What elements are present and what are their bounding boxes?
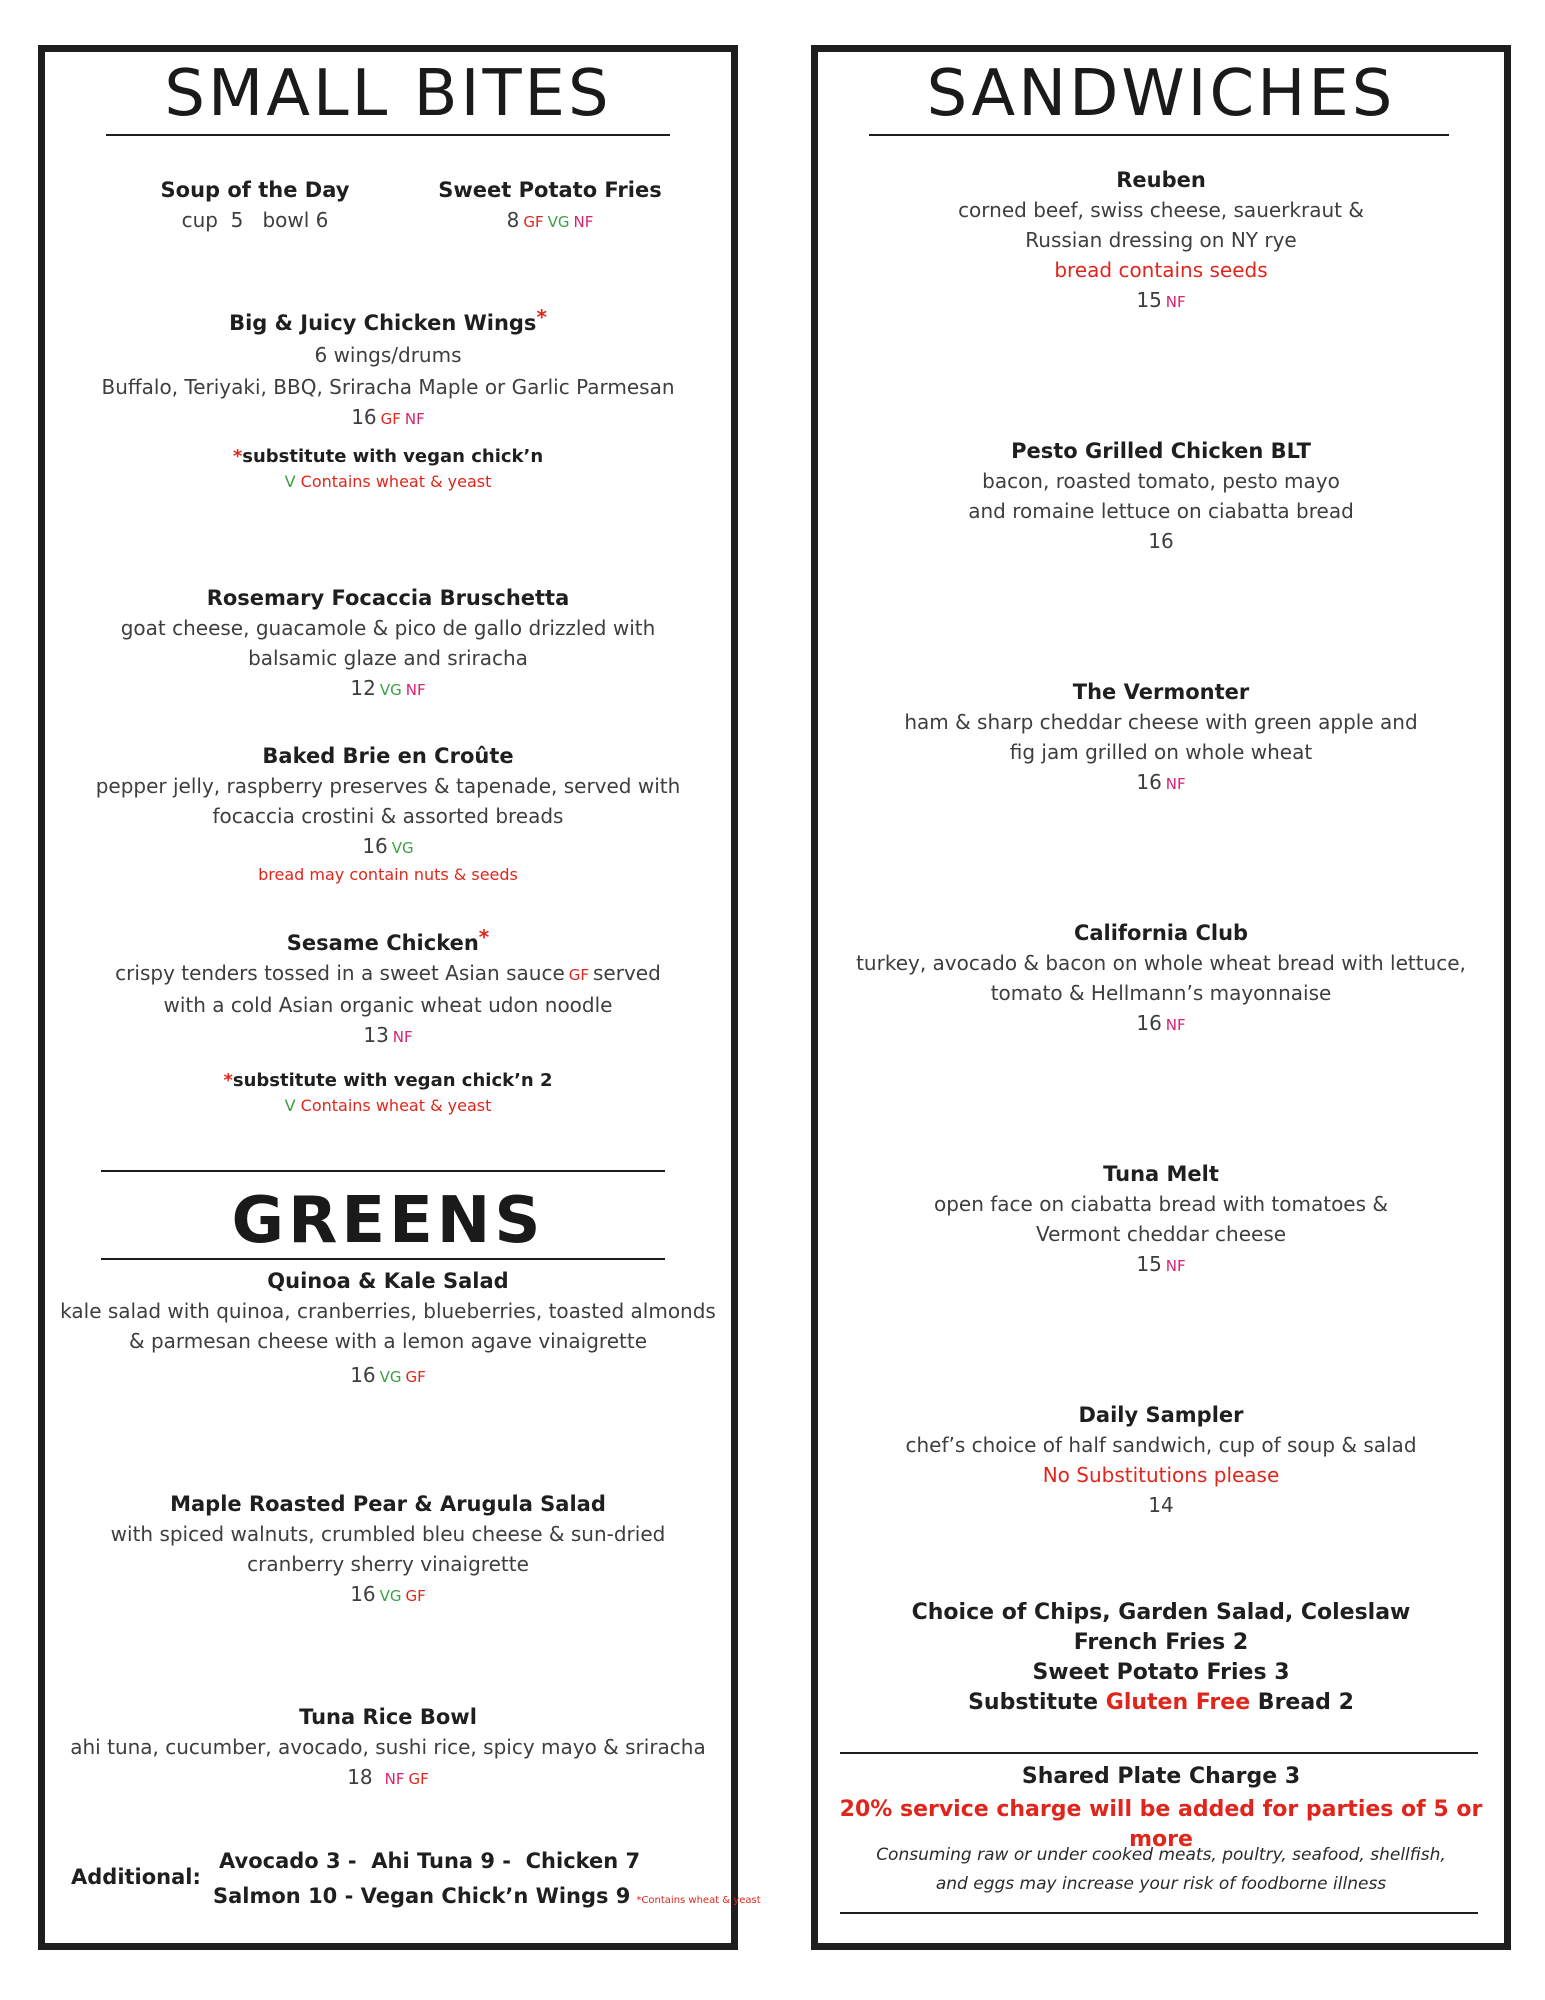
tuna-melt-price: 15	[1136, 1252, 1162, 1276]
bruschetta-item	[45, 583, 731, 705]
asterisk-icon: *	[223, 1070, 233, 1091]
pesto-desc-2: and romaine lettuce on ciabatta bread	[968, 499, 1354, 523]
wings-desc-1: 6 wings/drums	[314, 343, 462, 367]
nf-tag: NF	[384, 1770, 405, 1788]
tuna-bowl-price: 18	[347, 1765, 373, 1789]
small-bites-panel	[38, 45, 761, 1950]
brie-item	[45, 741, 731, 887]
wings-name: Big & Juicy Chicken Wings	[229, 311, 537, 335]
brie-name: Baked Brie en Croûte	[262, 744, 514, 768]
footer-top-rule	[840, 1752, 1478, 1754]
wings-substitute-line	[45, 444, 731, 470]
tuna-bowl-item	[45, 1702, 731, 1794]
pesto-price: 16	[1148, 529, 1174, 553]
nf-tag: NF	[1165, 1257, 1186, 1275]
small-bites-heading-rule	[106, 134, 670, 136]
sesame-price: 13	[363, 1023, 389, 1047]
sides-block	[818, 1598, 1504, 1718]
small-bites-heading: SMALL BITES	[164, 57, 612, 131]
vegan-tag: V	[284, 1096, 296, 1115]
additional-line-1: Avocado 3 - Ahi Tuna 9 - Chicken 7	[219, 1849, 641, 1873]
quinoa-desc-2: & parmesan cheese with a lemon agave vinaigrette	[128, 1329, 647, 1353]
nf-tag: NF	[392, 1028, 413, 1046]
quinoa-desc-1: kale salad with quinoa, cranberries, blueberries, toasted almonds	[60, 1299, 716, 1323]
pear-price-line	[45, 1579, 731, 1611]
sesame-desc-2: with a cold Asian organic wheat udon noodle	[163, 993, 613, 1017]
pear-desc-2: cranberry sherry vinaigrette	[247, 1552, 529, 1576]
service-charge: 20% service charge will be added for parties of 5 or more	[839, 1797, 1483, 1852]
california-desc-1: turkey, avocado & bacon on whole wheat bread with lettuce,	[856, 951, 1466, 975]
wings-sub-note: Contains wheat & yeast	[300, 472, 492, 491]
reuben-price: 15	[1136, 288, 1162, 312]
sampler-note: No Substitutions please	[1042, 1463, 1280, 1487]
california-price-line	[818, 1008, 1504, 1040]
brie-desc-1: pepper jelly, raspberry preserves & tapenade, served with	[95, 774, 681, 798]
sesame-sub-note: Contains wheat & yeast	[300, 1096, 492, 1115]
reuben-desc-2: Russian dressing on NY rye	[1025, 228, 1297, 252]
sesame-item	[45, 925, 731, 1118]
vg-tag: VG	[547, 213, 570, 231]
brie-desc-2: focaccia crostini & assorted breads	[212, 804, 564, 828]
brie-price: 16	[362, 834, 388, 858]
greens-top-rule	[101, 1170, 665, 1172]
sides-line-4c: Bread 2	[1257, 1690, 1354, 1715]
quinoa-price: 16	[350, 1363, 376, 1387]
sesame-desc-1	[45, 958, 731, 990]
nf-tag: NF	[1165, 775, 1186, 793]
bruschetta-price-line	[45, 673, 731, 705]
california-desc-2: tomato & Hellmann’s mayonnaise	[990, 981, 1332, 1005]
vermonter-item	[818, 677, 1504, 799]
fries-price: 8	[506, 208, 520, 232]
fries-price-line	[415, 205, 685, 237]
sampler-desc-1: chef’s choice of half sandwich, cup of soup & salad	[905, 1433, 1417, 1457]
vermonter-price: 16	[1136, 770, 1162, 794]
gf-tag: GF	[405, 1587, 426, 1605]
pear-desc-1: with spiced walnuts, crumbled bleu cheese & sun-dried	[110, 1522, 666, 1546]
asterisk-icon: *	[536, 305, 547, 329]
brie-price-line	[45, 831, 731, 863]
footer-bottom-rule	[840, 1912, 1478, 1914]
gf-tag: GF	[380, 410, 401, 428]
vegan-tag: V	[284, 472, 296, 491]
sesame-substitute: substitute with vegan chick’n 2	[232, 1070, 553, 1091]
greens-bottom-rule	[101, 1258, 665, 1260]
fries-name: Sweet Potato Fries	[438, 178, 662, 202]
soup-item	[125, 175, 385, 235]
sandwiches-heading: SANDWICHES	[926, 57, 1396, 131]
quinoa-price-line	[45, 1360, 731, 1392]
sesame-desc-1a: crispy tenders tossed in a sweet Asian sauce	[115, 961, 565, 985]
sesame-sub-note-line	[45, 1094, 731, 1118]
sides-line-4	[818, 1688, 1504, 1718]
bruschetta-desc-1: goat cheese, guacamole & pico de gallo drizzled with	[120, 616, 656, 640]
vg-tag: VG	[379, 681, 402, 699]
bruschetta-desc-2: balsamic glaze and sriracha	[248, 646, 528, 670]
tuna-bowl-price-line	[45, 1762, 731, 1794]
reuben-desc-1: corned beef, swiss cheese, sauerkraut &	[958, 198, 1364, 222]
nf-tag: NF	[1165, 293, 1186, 311]
california-price: 16	[1136, 1011, 1162, 1035]
reuben-note: bread contains seeds	[1054, 258, 1268, 282]
sesame-substitute-line	[45, 1068, 731, 1094]
sampler-price: 14	[1148, 1493, 1174, 1517]
gf-tag: GF	[523, 213, 544, 231]
pear-name: Maple Roasted Pear & Arugula Salad	[170, 1492, 606, 1516]
fries-item	[415, 175, 685, 237]
california-item	[818, 918, 1504, 1040]
vermonter-desc-1: ham & sharp cheddar cheese with green apple and	[904, 710, 1418, 734]
sandwiches-heading-rule	[869, 134, 1449, 136]
tuna-melt-name: Tuna Melt	[1103, 1162, 1219, 1186]
additional-line-2-text: Salmon 10 - Vegan Chick’n Wings 9	[213, 1884, 631, 1908]
vermonter-desc-2: fig jam grilled on whole wheat	[1009, 740, 1313, 764]
wings-name-line	[45, 305, 731, 338]
wings-item	[45, 305, 731, 494]
sides-line-2: French Fries 2	[1073, 1630, 1249, 1655]
vg-tag: VG	[379, 1587, 402, 1605]
reuben-name: Reuben	[1116, 168, 1206, 192]
sides-line-4b: Gluten Free	[1105, 1690, 1251, 1715]
california-name: California Club	[1073, 921, 1249, 945]
sesame-price-line	[45, 1020, 731, 1052]
quinoa-name: Quinoa & Kale Salad	[267, 1269, 509, 1293]
tuna-melt-desc-2: Vermont cheddar cheese	[1035, 1222, 1287, 1246]
pesto-item	[818, 436, 1504, 556]
sampler-name: Daily Sampler	[1078, 1403, 1244, 1427]
nf-tag: NF	[404, 410, 425, 428]
warning-line-1: Consuming raw or under cooked meats, poultry, seafood, shellfish,	[876, 1845, 1446, 1865]
greens-heading: GREENS	[231, 1184, 545, 1258]
wings-sub-note-line	[45, 470, 731, 494]
reuben-item	[818, 165, 1504, 317]
warning-line-2: and eggs may increase your risk of foodborne illness	[935, 1874, 1387, 1894]
sampler-item	[818, 1400, 1504, 1520]
wings-desc-2: Buffalo, Teriyaki, BBQ, Sriracha Maple or Garlic Parmesan	[101, 375, 675, 399]
bruschetta-name: Rosemary Focaccia Bruschetta	[206, 586, 570, 610]
nf-tag: NF	[1165, 1016, 1186, 1034]
wings-price-line	[45, 402, 731, 434]
sides-line-4a: Substitute	[968, 1690, 1099, 1715]
additional-label: Additional:	[71, 1865, 201, 1889]
vermonter-name: The Vermonter	[1072, 680, 1250, 704]
gf-tag: GF	[568, 966, 590, 984]
tuna-melt-item	[818, 1159, 1504, 1281]
asterisk-icon: *	[232, 446, 243, 467]
additional-line-2	[213, 1884, 761, 1908]
tuna-bowl-name: Tuna Rice Bowl	[299, 1705, 477, 1729]
soup-name: Soup of the Day	[160, 178, 350, 202]
sesame-desc-1b: served	[593, 961, 661, 985]
tuna-bowl-desc-1: ahi tuna, cucumber, avocado, sushi rice, spicy mayo & sriracha	[70, 1735, 706, 1759]
pesto-name: Pesto Grilled Chicken BLT	[1011, 439, 1311, 463]
bruschetta-price: 12	[350, 676, 376, 700]
sesame-name-line	[45, 925, 731, 958]
soup-price: cup 5 bowl 6	[181, 208, 329, 232]
quinoa-item	[45, 1266, 731, 1392]
sides-line-3: Sweet Potato Fries 3	[1032, 1660, 1290, 1685]
gf-tag: GF	[405, 1368, 426, 1386]
nf-tag: NF	[573, 213, 594, 231]
asterisk-icon: *	[478, 925, 490, 949]
vg-tag: VG	[379, 1368, 402, 1386]
additional-note: *Contains wheat & yeast	[636, 1895, 761, 1906]
brie-note: bread may contain nuts & seeds	[258, 865, 518, 884]
tuna-melt-price-line	[818, 1249, 1504, 1281]
wings-substitute: substitute with vegan chick’n	[242, 446, 544, 467]
sides-line-1: Choice of Chips, Garden Salad, Coleslaw	[911, 1600, 1411, 1625]
vermonter-price-line	[818, 767, 1504, 799]
vg-tag: VG	[391, 839, 414, 857]
shared-plate-charge: Shared Plate Charge 3	[1021, 1764, 1301, 1789]
sesame-name: Sesame Chicken	[286, 931, 479, 955]
nf-tag: NF	[405, 681, 426, 699]
wings-price: 16	[351, 405, 377, 429]
sandwiches-panel	[811, 45, 1511, 1950]
pear-price: 16	[350, 1582, 376, 1606]
reuben-price-line	[818, 285, 1504, 317]
tuna-melt-desc-1: open face on ciabatta bread with tomatoes &	[933, 1192, 1388, 1216]
pear-item	[45, 1489, 731, 1611]
pesto-desc-1: bacon, roasted tomato, pesto mayo	[982, 469, 1340, 493]
gf-tag: GF	[408, 1770, 429, 1788]
